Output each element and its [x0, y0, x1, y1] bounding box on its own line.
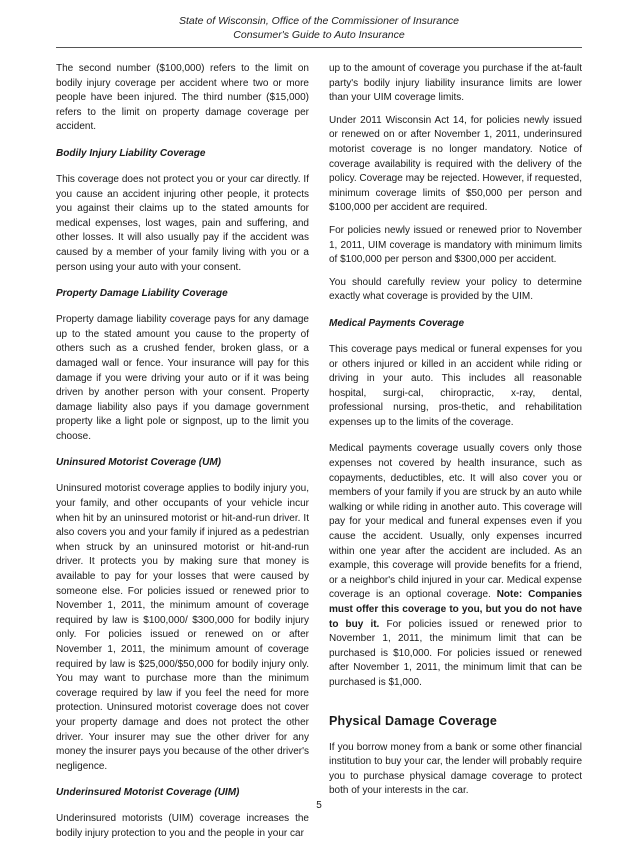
physical-damage-paragraph: If you borrow money from a bank or some other financial institution to buy your car, the lender will probably require you to purchase physical damage coverage to protect both of your interests in the car.	[329, 741, 582, 797]
property-damage-paragraph: Property damage liability coverage pays for any damage up to the stated amount you cause to the property of others such as a crushed fender, broken glass, or a damaged wall or fence. Your insurance will pay for this damage if you were driving your auto or if it was being driven by another person with your consent. Property damage liability also pays if you damage government property like a light pole or signpost, up to the limit you choose.	[56, 314, 309, 442]
uim-prior-paragraph: For policies newly issued or renewed prior to November 1, 2011, UIM coverage is mandatory with minimum limits of $100,000 per person and $300,000 per accident.	[329, 224, 582, 266]
underinsured-motorist-heading: Underinsured Motorist Coverage (UIM)	[56, 787, 240, 799]
page-header	[0, 14, 638, 42]
bodily-injury-heading: Bodily Injury Liability Coverage	[56, 147, 206, 159]
uninsured-motorist-paragraph: Uninsured motorist coverage applies to bodily injury you, your family, and other occupants of your vehicle incur when hit by an uninsured motorist or hit-and-run driver. It also covers you and your family if injured as a pedestrian when struck by an uninsured motorist or hit-and-run driver. It protects you by making sure that money is available to pay for your losses that were caused by someone else. For policies issued or renewed prior to November 1, 2011, the minimum amount of coverage required by law is $100,000/ $300,000 for bodily injury only. For policies issued or renewed on or after November 1, 2011, the minimum amount of coverage required by law is $25,000/$50,000 for bodily injury only. You may want to purchase more than the minimum coverage required by law if you feel the need for more protection. Uninsured motorist coverage does not cover your property damage and does not protect the other driver. Your insurer may sue the other driver for any money the insurer pays you because of the other driver's negligence.	[56, 483, 309, 772]
page-number: 5	[316, 800, 322, 811]
review-policy-paragraph: You should carefully review your policy to determine exactly what coverage is provided by the UIM.	[329, 276, 582, 303]
uninsured-motorist-heading: Uninsured Motorist Coverage (UM)	[56, 457, 222, 469]
physical-damage-heading: Physical Damage Coverage	[329, 713, 498, 728]
medical-text-b: For policies issued or renewed prior to November 1, 2011, the minimum limit that can be purchased is $10,000. For policies issued or renewed after November 1, 2011, the minimum limit that can be purchased is $1,000.	[329, 618, 583, 688]
medical-payments-paragraph-2	[329, 442, 582, 690]
bodily-injury-paragraph: This coverage does not protect you or your car directly. If you cause an accident injuring other people, it protects you against their claims up to the stated amounts for medical expenses, lost wages, pain and suffering, and other losses. It will also usually pay if the accident was caused by a member of your family living with you or a person using your auto with your consent.	[56, 173, 309, 273]
medical-text-a: Medical payments coverage usually covers only those expenses not covered by health insurance, such as copayments, deductibles, etc. It will also cover you or members of your family if you are struck by an auto while walking or while riding in another auto. This coverage will pay for your medical and funeral expenses even if you cause the accident. Usually, only expenses incurred within one year after the accident are included. As an example, this coverage will provide benefits for a friend, or a neighbor's child injured in your car. Medical expense coverage is an optional coverage.	[329, 443, 582, 601]
medical-payments-heading: Medical Payments Coverage	[329, 317, 465, 329]
left-column	[56, 62, 309, 854]
header-line-1: State of Wisconsin, Office of the Commissioner of Insurance	[178, 15, 460, 27]
header-line-2: Consumer's Guide to Auto Insurance	[233, 29, 405, 41]
header-divider	[56, 47, 582, 48]
uim-continued-paragraph: up to the amount of coverage you purchase if the at-fault party's bodily injury liability insurance limits are lower than your UIM coverage limits.	[329, 63, 582, 104]
underinsured-motorist-paragraph: Underinsured motorists (UIM) coverage increases the bodily injury protection to you and the people in your car	[56, 813, 309, 839]
property-damage-heading: Property Damage Liability Coverage	[56, 288, 228, 300]
right-column	[329, 62, 582, 811]
intro-paragraph: The second number ($100,000) refers to the limit on bodily injury coverage per accident where two or more people have been injured. The third number ($15,000) refers to the limit on property damage coverage per accident.	[56, 63, 309, 133]
medical-note-bold: Note: Companies must offer this coverage to you, but you do not have to buy it.	[329, 589, 583, 630]
medical-payments-paragraph-1: This coverage pays medical or funeral expenses for you or others injured or killed in an accident while riding or driving in your auto. This includes all reasonable hospital, surgi-cal, chiropractic, x-ray, dental, professional nursing, pros-thetic, and rehabilitation expenses up to the limits of the coverage.	[329, 343, 582, 428]
act-14-paragraph: Under 2011 Wisconsin Act 14, for policies newly issued or renewed on or after November 1, 2011, underinsured motorist coverage is no longer mandatory. Notice of coverage availability is required with the delivery of the policy. Coverage may be rejected. However, if requested, minimum coverage limits of $50,000 per person and $100,000 per accident are required.	[329, 114, 582, 214]
